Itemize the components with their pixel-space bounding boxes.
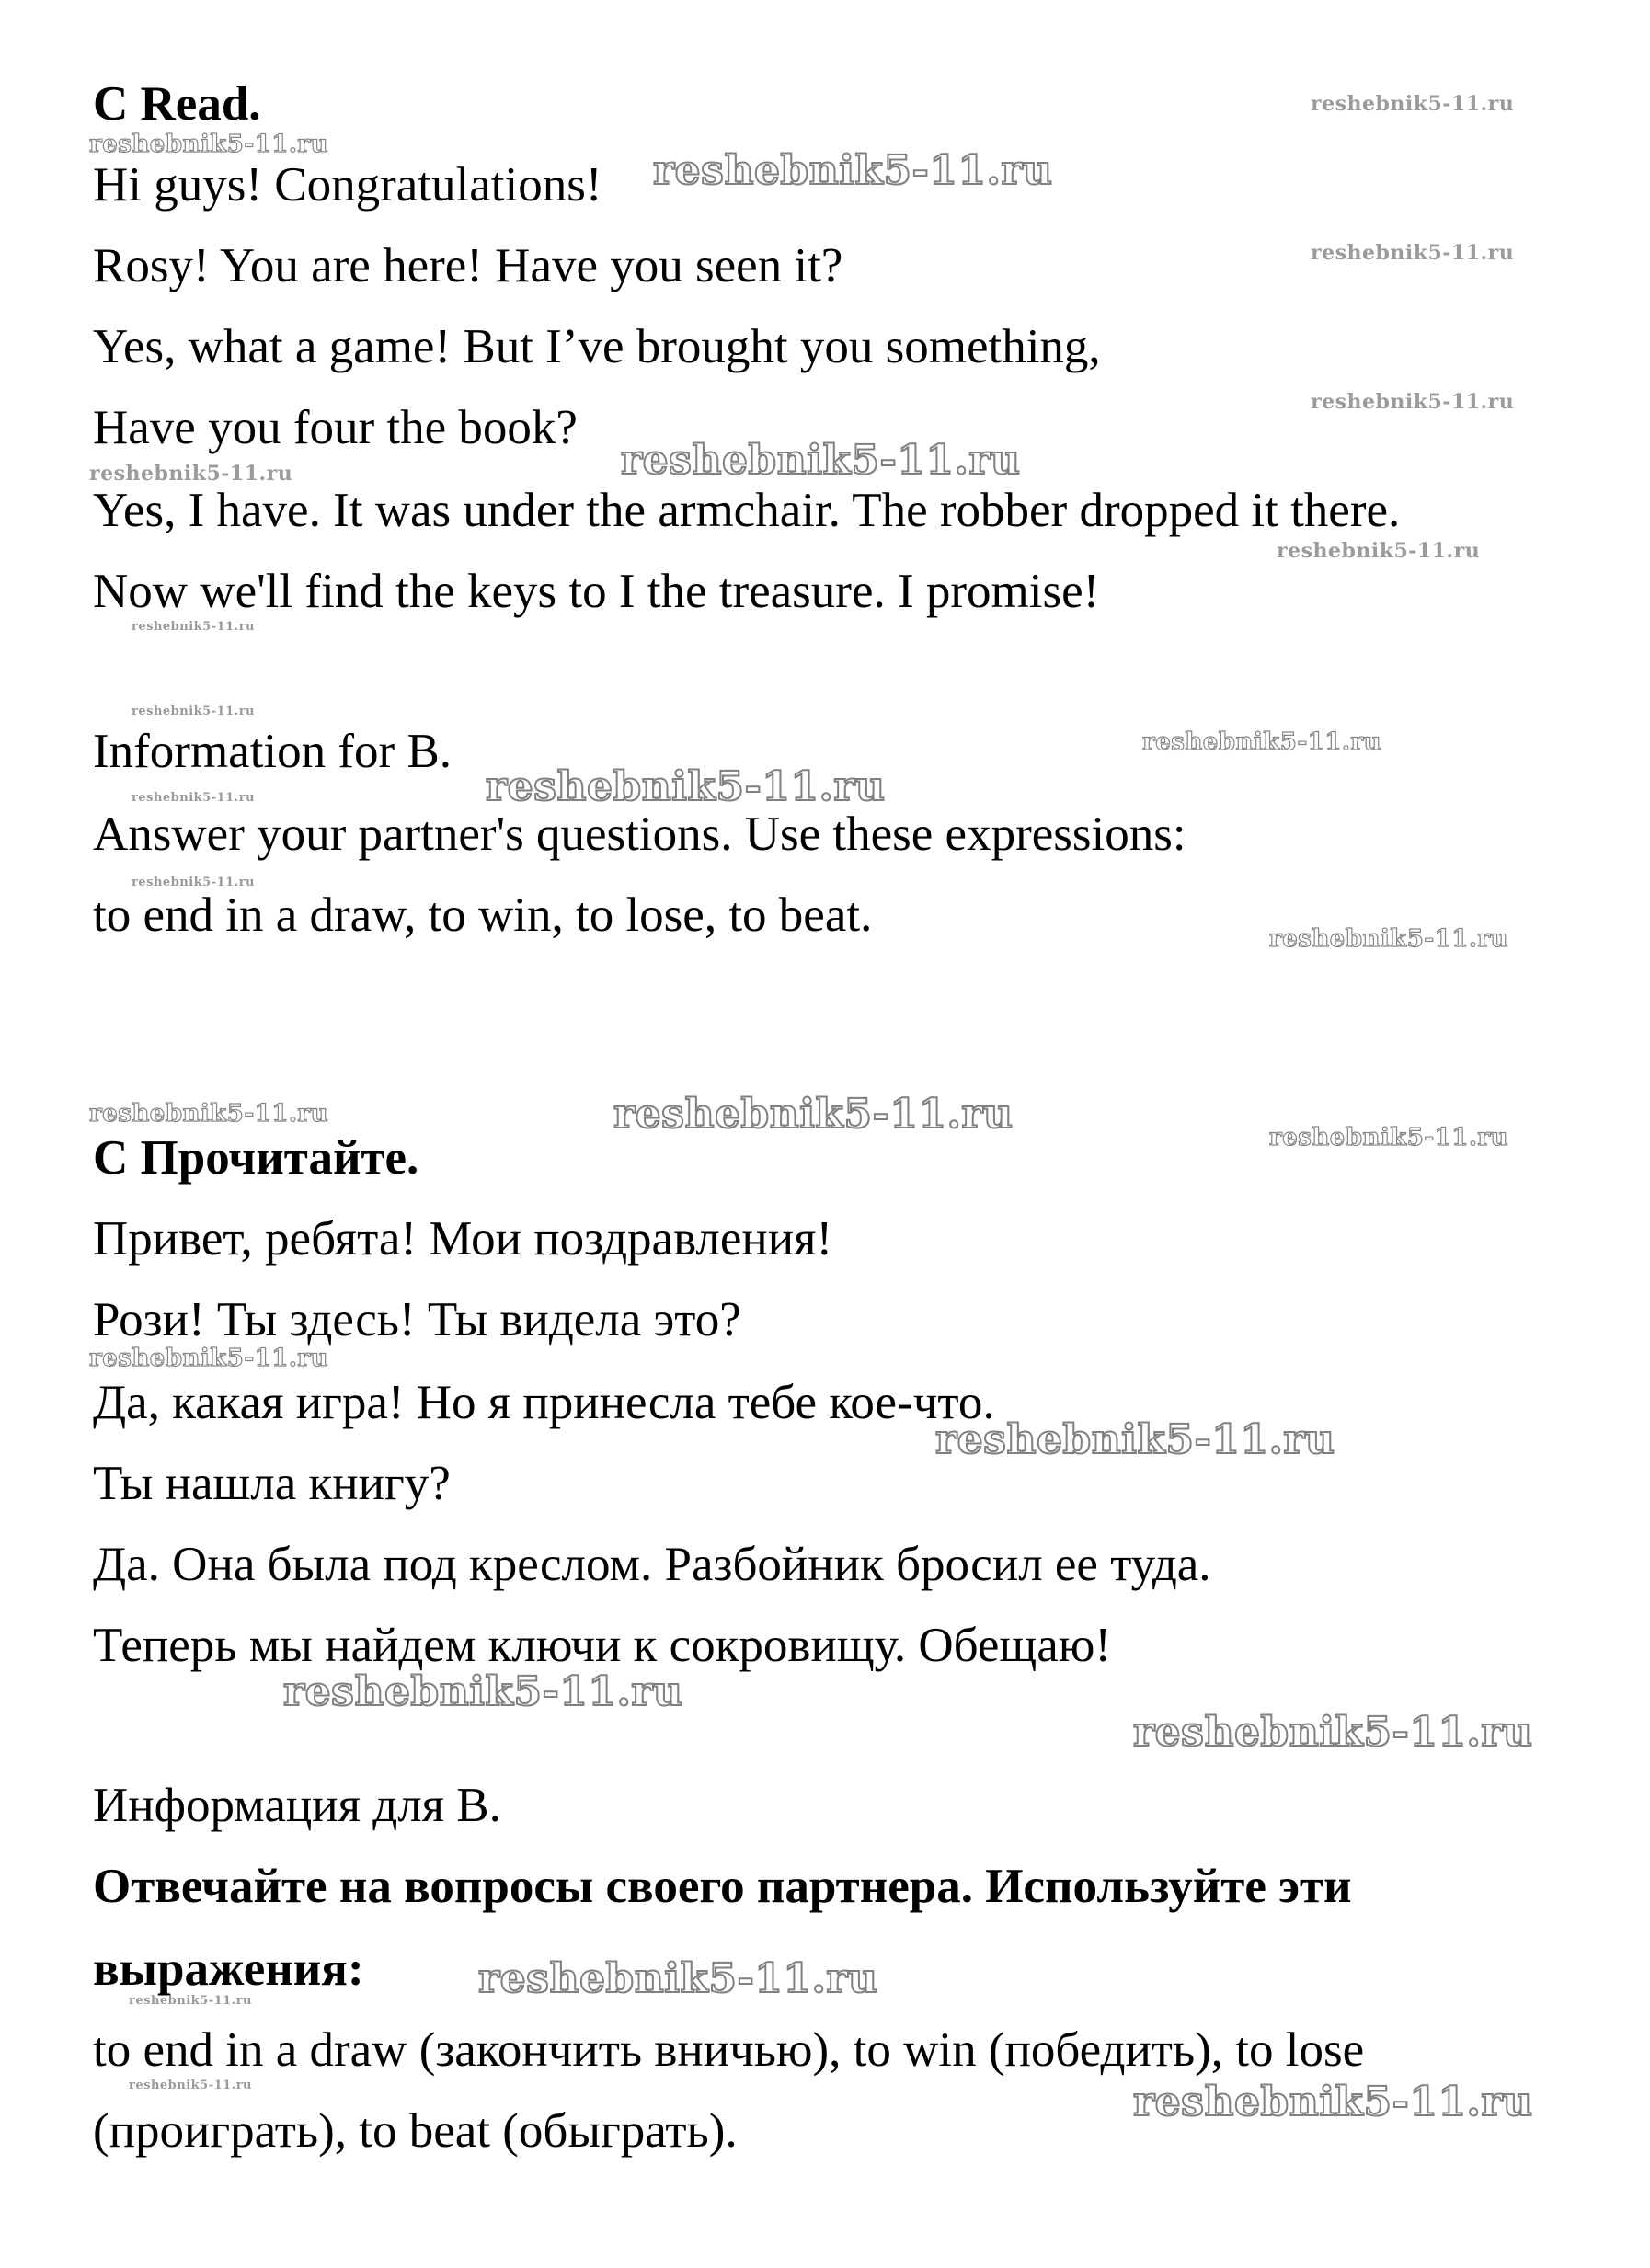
russian-line-6: Теперь мы найдем ключи к сокровищу. Обещаю!	[93, 1619, 1111, 1672]
watermark-text: reshebnik5-11.ru	[89, 1345, 329, 1372]
watermark-text: reshebnik5-11.ru	[132, 876, 256, 889]
russian-expressions-line-2: (проиграть), to beat (обыграть).	[93, 2104, 738, 2158]
watermark-text: reshebnik5-11.ru	[132, 704, 256, 718]
russian-instruction-line-1: Отвечайте на вопросы своего партнера. Используйте эти	[93, 1860, 1352, 1913]
watermark-text: reshebnik5-11.ru	[1269, 925, 1509, 953]
watermark-text: reshebnik5-11.ru	[1133, 1709, 1533, 1756]
watermark-text: reshebnik5-11.ru	[89, 1100, 329, 1128]
watermark-text: reshebnik5-11.ru	[613, 1091, 1014, 1138]
watermark-text: reshebnik5-11.ru	[1311, 390, 1515, 414]
watermark-text: reshebnik5-11.ru	[129, 1994, 253, 2008]
russian-info-title: Информация для В.	[93, 1779, 501, 1832]
english-instruction: Answer your partner's questions. Use these expressions:	[93, 808, 1186, 861]
watermark-text: reshebnik5-11.ru	[1142, 728, 1382, 756]
watermark-text: reshebnik5-11.ru	[1311, 241, 1515, 265]
english-line-1: Hi guys! Congratulations!	[93, 158, 602, 212]
watermark-text: reshebnik5-11.ru	[283, 1668, 683, 1715]
russian-line-4: Ты нашла книгу?	[93, 1457, 451, 1510]
watermark-text: reshebnik5-11.ru	[478, 1955, 878, 2002]
english-line-3: Yes, what a game! But I’ve brought you something,	[93, 320, 1101, 373]
russian-heading: C Прочитайте.	[93, 1131, 419, 1185]
watermark-text: reshebnik5-11.ru	[1269, 1124, 1509, 1151]
russian-instruction-line-2: выражения:	[93, 1942, 364, 1996]
russian-expressions-line-1: to end in a draw (закончить вничью), to win (победить), to lose	[93, 2023, 1365, 2077]
watermark-text: reshebnik5-11.ru	[129, 2079, 253, 2092]
russian-line-2: Рози! Ты здесь! Ты видела это?	[93, 1293, 741, 1346]
watermark-text: reshebnik5-11.ru	[486, 763, 886, 810]
watermark-text: reshebnik5-11.ru	[621, 437, 1021, 484]
watermark-text: reshebnik5-11.ru	[653, 147, 1053, 194]
russian-line-3: Да, какая игра! Но я принесла тебе кое-что.	[93, 1376, 995, 1429]
watermark-text: reshebnik5-11.ru	[935, 1416, 1335, 1463]
english-heading: C Read.	[93, 77, 261, 131]
watermark-text: reshebnik5-11.ru	[1311, 92, 1515, 116]
english-line-4: Have you four the book?	[93, 401, 578, 454]
english-info-title: Information for B.	[93, 725, 453, 778]
russian-line-1: Привет, ребята! Мои поздравления!	[93, 1212, 833, 1266]
watermark-text: reshebnik5-11.ru	[1133, 2079, 1533, 2125]
english-line-6: Now we'll find the keys to I the treasure. I promise!	[93, 565, 1100, 618]
russian-line-5: Да. Она была под креслом. Разбойник бросил ее туда.	[93, 1538, 1211, 1591]
watermark-text: reshebnik5-11.ru	[132, 791, 256, 805]
watermark-text: reshebnik5-11.ru	[89, 462, 293, 486]
watermark-text: reshebnik5-11.ru	[89, 131, 329, 158]
english-expressions: to end in a draw, to win, to lose, to beat.	[93, 888, 873, 942]
watermark-text: reshebnik5-11.ru	[132, 620, 256, 634]
watermark-text: reshebnik5-11.ru	[1277, 539, 1481, 563]
english-line-2: Rosy! You are here! Have you seen it?	[93, 239, 843, 292]
english-line-5: Yes, I have. It was under the armchair. The robber dropped it there.	[93, 484, 1401, 537]
